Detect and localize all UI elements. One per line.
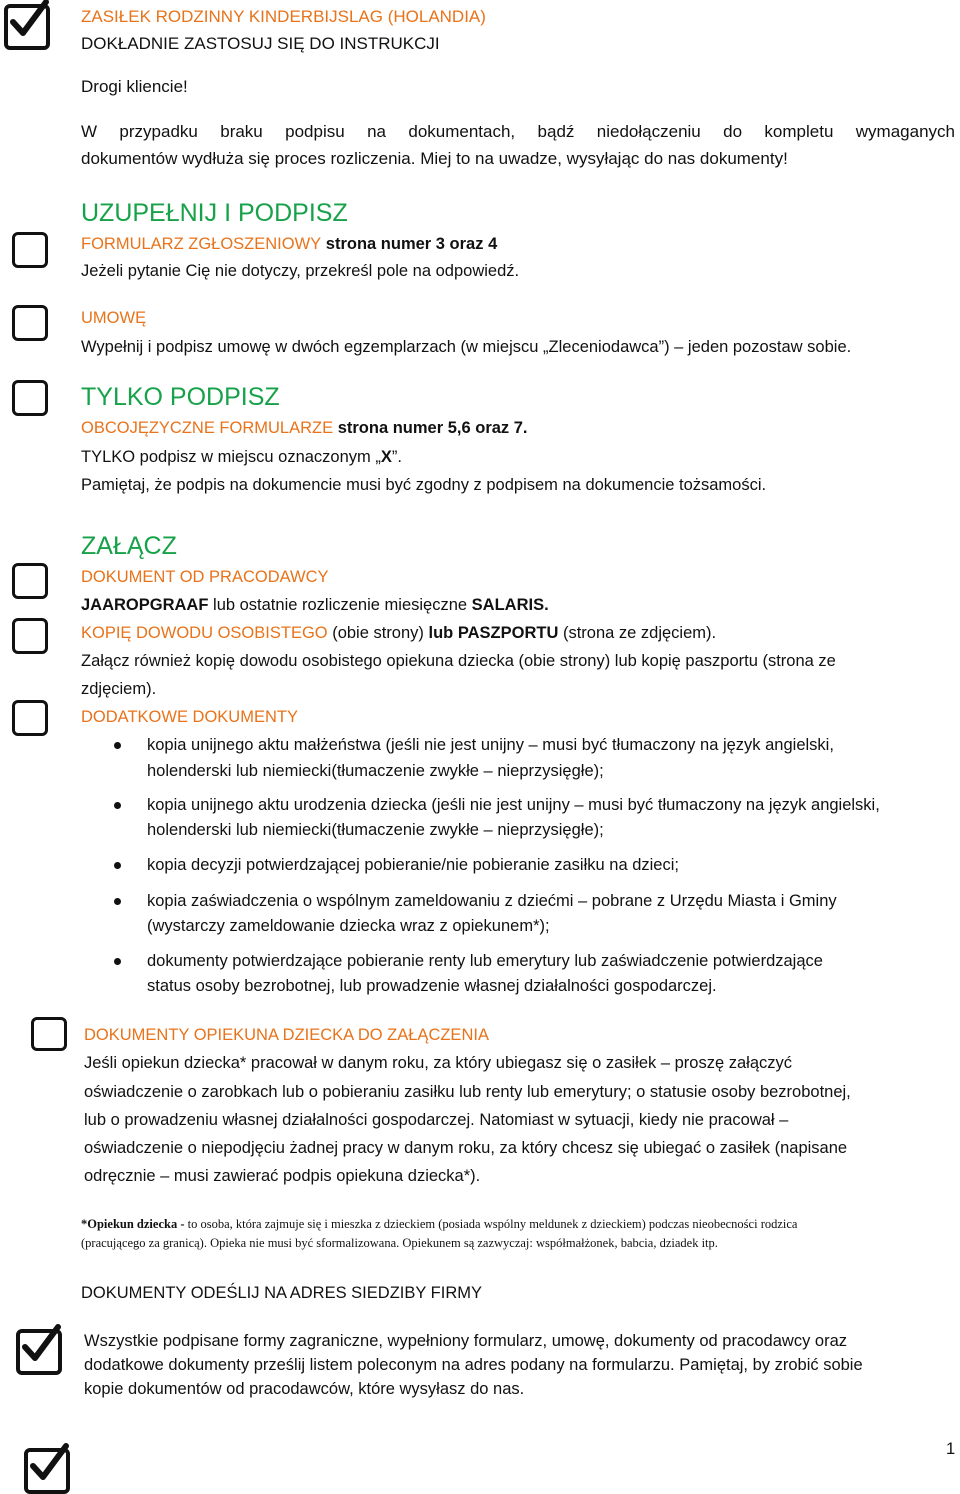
bullet-dot	[114, 742, 121, 749]
bullet-dot	[114, 958, 121, 965]
greeting: Drogi kliencie!	[81, 77, 188, 96]
list-item: kopia decyzji potwierdzającej pobieranie/nie pobieranie zasiłku na dzieci;	[147, 856, 679, 874]
signature-note: Pamiętaj, że podpis na dokumencie musi być zgodny z podpisem na dokumencie tożsamości.	[81, 476, 767, 494]
guardian-id-line-2: zdjęciem).	[81, 680, 157, 698]
send-heading: DOKUMENTY ODEŚLIJ NA ADRES SIEDZIBY FIRMY	[81, 1284, 482, 1302]
guardian-docs-line: odręcznie – musi zawierać podpis opiekuna dziecka*).	[84, 1167, 481, 1185]
guardian-id-line-1: Załącz również kopię dowodu osobistego opiekuna dziecka (obie strony) lub kopię paszportu (strona ze	[81, 652, 836, 670]
list-item: kopia zaświadczenia o wspólnym zameldowaniu z dziećmi – pobrane z Urzędu Miasta i Gminy	[147, 892, 837, 910]
sign-mark-x: X	[380, 448, 392, 466]
sign-instruction-pre: TYLKO podpisz w miejscu oznaczonym „	[81, 448, 381, 466]
foreign-forms-line	[81, 417, 528, 439]
send-line: kopie dokumentów od pracodawców, które wysyłasz do nas.	[84, 1380, 525, 1398]
list-item: kopia unijnego aktu małżeństwa (jeśli nie jest unijny – musi być tłumaczony na język angielski,	[147, 736, 834, 754]
send-line: dodatkowe dokumenty prześlij listem poleconym na adres podany na formularzu. Pamiętaj, by zrobić sobie	[84, 1356, 863, 1374]
section-fill-heading: UZUPEŁNIJ I PODPISZ	[81, 199, 348, 227]
checkbox-fill-form[interactable]	[12, 232, 48, 268]
contract-text: Wypełnij i podpisz umowę w dwóch egzemplarzach (w miejscu „Zleceniodawca”) – jeden pozostaw sobie.	[81, 338, 852, 356]
checked-checkbox-icon[interactable]	[16, 1329, 62, 1375]
bullet-dot	[114, 898, 121, 905]
list-item: kopia unijnego aktu urodzenia dziecka (jeśli nie jest unijny – musi być tłumaczony na język angielski,	[147, 796, 880, 814]
guardian-docs-line: lub o prowadzeniu własnej działalności gospodarczej. Natomiast w sytuacji, kiedy nie pracował –	[84, 1111, 789, 1129]
footnote-text: to osoba, która zajmuje się i mieszka z dzieckiem (posiada wspólny meldunek z dzieckiem) podczas nieobecności rodzica	[184, 1217, 798, 1231]
foreign-forms-label: OBCOJĘZYCZNE FORMULARZE	[81, 419, 334, 437]
form-pages: strona numer 3 oraz 4	[321, 235, 498, 253]
document-subtitle: DOKŁADNIE ZASTOSUJ SIĘ DO INSTRUKCJI	[81, 34, 440, 53]
list-item-cont: status osoby bezrobotnej, lub prowadzenie własnej działalności gospodarczej.	[147, 977, 717, 995]
guardian-docs-heading: DOKUMENTY OPIEKUNA DZIECKA DO ZAŁĄCZENIA	[84, 1026, 489, 1044]
sign-instruction-post: ”.	[391, 448, 402, 466]
checkbox-guardian-docs[interactable]	[31, 1017, 67, 1051]
list-item: dokumenty potwierdzające pobieranie renty lub emerytury lub zaświadczenie potwierdzające	[147, 952, 823, 970]
employer-doc-label: DOKUMENT OD PRACODAWCY	[81, 568, 329, 586]
checkbox-id-copy[interactable]	[12, 618, 48, 654]
contract-label: UMOWĘ	[81, 309, 147, 327]
checkbox-contract[interactable]	[12, 305, 48, 341]
document-title: ZASIŁEK RODZINNY KINDERBIJSLAG (HOLANDIA)	[81, 7, 486, 26]
guardian-docs-line: oświadczenie o zarobkach lub o pobieraniu zasiłku lub renty lub emerytury; o statusie osoby bezrobotnej,	[84, 1083, 851, 1101]
checkbox-additional-docs[interactable]	[12, 700, 48, 736]
page-number: 1	[946, 1440, 956, 1458]
bullet-dot	[114, 802, 121, 809]
employer-doc-line	[81, 594, 549, 616]
fill-note: Jeżeli pytanie Cię nie dotyczy, przekreśl pole na odpowiedź.	[81, 262, 520, 280]
list-item-cont: holenderski lub niemiecki(tłumaczenie zwykłe – nieprzysięgłe);	[147, 821, 604, 839]
form-line	[81, 233, 497, 255]
bullet-dot	[114, 862, 121, 869]
id-copy-mid: (obie strony)	[327, 624, 429, 642]
checkbox-sign-only[interactable]	[12, 380, 48, 416]
passport-label: PASZPORTU	[457, 624, 559, 642]
checked-checkbox-icon[interactable]	[24, 1448, 70, 1494]
form-label: FORMULARZ ZGŁOSZENIOWY	[81, 235, 322, 253]
guardian-docs-line: oświadczenie o niepodjęciu żadnej pracy w danym roku, za który chcesz się ubiegać o zasiłek (napisane	[84, 1139, 848, 1157]
list-item-cont: holenderski lub niemiecki(tłumaczenie zwykłe – nieprzysięgłe);	[147, 762, 604, 780]
footnote-line-2: (pracującego za granicą). Opieka nie musi być sformalizowana. Opiekunem są zazwyczaj: współmałżonek, babcia, dziadek itp.	[81, 1236, 718, 1250]
footnote-term: *Opiekun dziecka -	[81, 1217, 185, 1231]
salaris: SALARIS.	[471, 596, 549, 614]
guardian-docs-line: Jeśli opiekun dziecka* pracował w danym roku, za który ubiegasz się o zasiłek – proszę załączyć	[84, 1054, 792, 1072]
id-copy-label: KOPIĘ DOWODU OSOBISTEGO	[81, 624, 328, 642]
send-line: Wszystkie podpisane formy zagraniczne, wypełniony formularz, umowę, dokumenty od pracodawcy oraz	[84, 1332, 848, 1350]
employer-doc-mid: lub ostatnie rozliczenie miesięczne	[208, 596, 472, 614]
id-copy-or: lub	[428, 624, 454, 642]
intro-line-2: dokumentów wydłuża się proces rozliczenia. Miej to na uwadze, wysyłając do nas dokumenty!	[81, 149, 788, 168]
id-copy-end: (strona ze zdjęciem).	[558, 624, 717, 642]
checked-checkbox-icon[interactable]	[4, 4, 50, 50]
footnote-line-1	[81, 1215, 797, 1234]
section-attach-heading: ZAŁĄCZ	[81, 532, 177, 560]
section-sign-heading: TYLKO PODPISZ	[81, 383, 280, 411]
jaaropgraaf: JAAROPGRAAF	[81, 596, 209, 614]
additional-docs-label: DODATKOWE DOKUMENTY	[81, 708, 298, 726]
sign-instruction	[81, 446, 402, 468]
list-item-cont: (wystarczy zameldowanie dziecka wraz z opiekunem*);	[147, 917, 550, 935]
foreign-forms-pages: strona numer 5,6 oraz 7.	[333, 419, 528, 437]
checkbox-employer-doc[interactable]	[12, 563, 48, 599]
id-copy-line	[81, 622, 716, 644]
intro-line-1: W przypadku braku podpisu na dokumentach, bądź niedołączeniu do kompletu wymaganych	[81, 122, 955, 141]
